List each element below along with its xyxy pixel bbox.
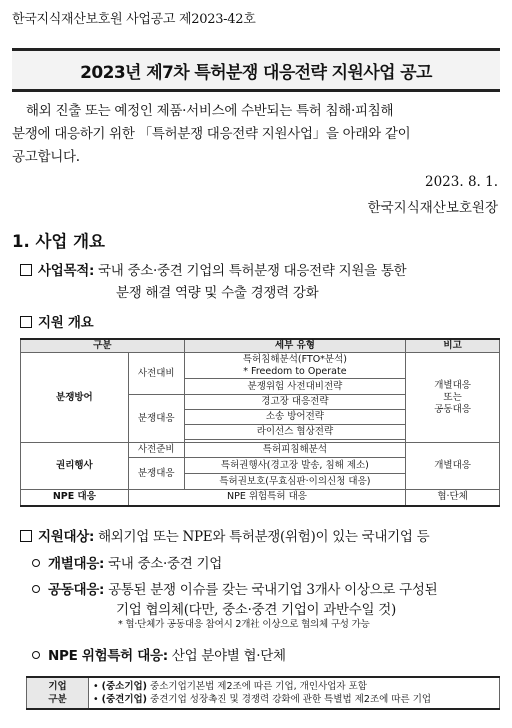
remark-defense [406,353,500,443]
cell-fto [184,353,406,379]
group-dispute-defense: 분쟁방어 [21,353,129,443]
square-bullet-icon [20,530,32,542]
sub-rights-pre: 사전준비 [128,443,184,458]
table-header-row [21,339,500,353]
individual-label: 개별대응: [48,556,105,572]
mid-label: (중견기업) [101,694,148,705]
support-overview-label: 지원 개요 [38,315,94,331]
cell-warning: 경고장 대응전략 [184,395,406,410]
joint-text-cont: 기업 협의체(다만, 중소·중견 기업이 과반수일 것) [116,602,396,618]
npe-target-text: 산업 분야별 협·단체 [167,648,286,664]
purpose-text-cont: 분쟁 해결 역량 및 수출 경쟁력 강화 [116,285,319,301]
notice-number: 한국지식재산보호원 사업공고 제2023-42호 [12,12,256,27]
remark-line: 또는 [443,391,462,403]
intro-paragraph [12,100,500,169]
sme-text: 중소기업기본법 제2조에 따른 기업, 개인사업자 포함 [147,681,367,692]
joint-label: 공동대응: [48,582,105,598]
cell-infringed: 특허피침해분석 [184,443,406,458]
mid-line: • (중견기업) 중견기업 성장촉진 및 경쟁력 강화에 관한 특별법 제2조에 따른 기업 [93,694,432,705]
cell-risk-prep: 분쟁위험 사전대비전략 [184,379,406,395]
table-row [21,443,500,458]
purpose-label: 사업목적: [38,263,95,279]
intro-line: 공고합니다. [12,149,80,165]
individual-text: 국내 중소·중견 기업 [104,556,222,572]
intro-line: 해외 진출 또는 예정인 제품·서비스에 수반되는 특허 침해·피침해 [26,103,394,119]
circle-bullet-icon [32,585,40,593]
joint-text: 공통된 분쟁 이슈를 갖는 국내기업 3개사 이상으로 구성된 [104,582,438,598]
target-label: 지원대상: [38,529,95,545]
mid-text: 중견기업 성장촉진 및 경쟁력 강화에 관한 특별법 제2조에 따른 기업 [147,694,432,705]
support-table [20,338,500,507]
circle-bullet-icon [32,559,40,567]
target-text: 해외기업 또는 NPE와 특허분쟁(위험)이 있는 국내기업 등 [94,529,430,545]
issuing-organization: 한국지식재산보호원장 [367,200,498,216]
group-rights-exercise: 권리행사 [21,443,129,490]
company-type-label [27,677,89,709]
sme-label: (중소기업) [101,681,148,692]
group-npe: NPE 대응 [21,490,129,506]
remark-npe: 협·단체 [406,490,500,506]
cell-lawsuit: 소송 방어전략 [184,410,406,425]
joint-row [32,578,437,598]
circle-bullet-icon [32,651,40,659]
intro-line: 분쟁에 대응하기 위한 「특허분쟁 대응전략 지원사업」을 아래와 같이 [12,126,411,142]
npe-target-row [32,644,286,664]
remark-line: 공동대응 [434,403,471,415]
header-detail: 세부 유형 [184,339,406,353]
label-line: 구분 [48,694,67,705]
fto-line: 특허침해분석(FTO*분석) [242,353,347,365]
remark-rights: 개별대응 [406,443,500,490]
purpose-row [20,260,406,282]
company-type-table [26,676,500,710]
joint-footnote: * 협·단체가 공동대응 참여시 2개社 이상으로 협의체 구성 가능 [118,619,370,630]
table-row [21,353,500,379]
target-row [20,526,429,548]
cell-rights-protect: 특허권보호(무효심판·이의신청 대응) [184,474,406,490]
support-overview-row [20,312,93,334]
table-row [27,677,500,709]
notice-date: 2023. 8. 1. [425,174,498,190]
sub-pre-prep: 사전대비 [128,353,184,395]
cell-npe-detail: NPE 위험특허 대응 [128,490,405,506]
page-title: 2023년 제7차 특허분쟁 대응전략 지원사업 공고 [80,62,432,83]
sme-line: • (중소기업) 중소기업기본법 제2조에 따른 기업, 개인사업자 포함 [93,681,367,692]
header-category: 구분 [21,339,185,353]
remark-line: 개별대응 [434,379,471,391]
title-banner [12,48,500,92]
npe-target-label: NPE 위험특허 대응: [48,648,168,664]
label-line: 기업 [48,681,67,692]
cell-license: 라이선스 협상전략 [184,425,406,440]
square-bullet-icon [20,316,32,328]
square-bullet-icon [20,264,32,276]
cell-rights-act: 특허권행사(경고장 발송, 침해 제소) [184,458,406,474]
individual-row [32,552,222,572]
table-row [21,490,500,506]
section-heading: 1. 사업 개요 [12,232,105,251]
sub-rights-resp: 분쟁대응 [128,458,184,490]
fto-footnote: * Freedom to Operate [243,365,347,377]
sub-dispute-resp: 분쟁대응 [128,395,184,443]
header-remark: 비고 [406,339,500,353]
purpose-text: 국내 중소·중견 기업의 특허분쟁 대응전략 지원을 통한 [94,263,407,279]
company-type-content [89,677,500,709]
